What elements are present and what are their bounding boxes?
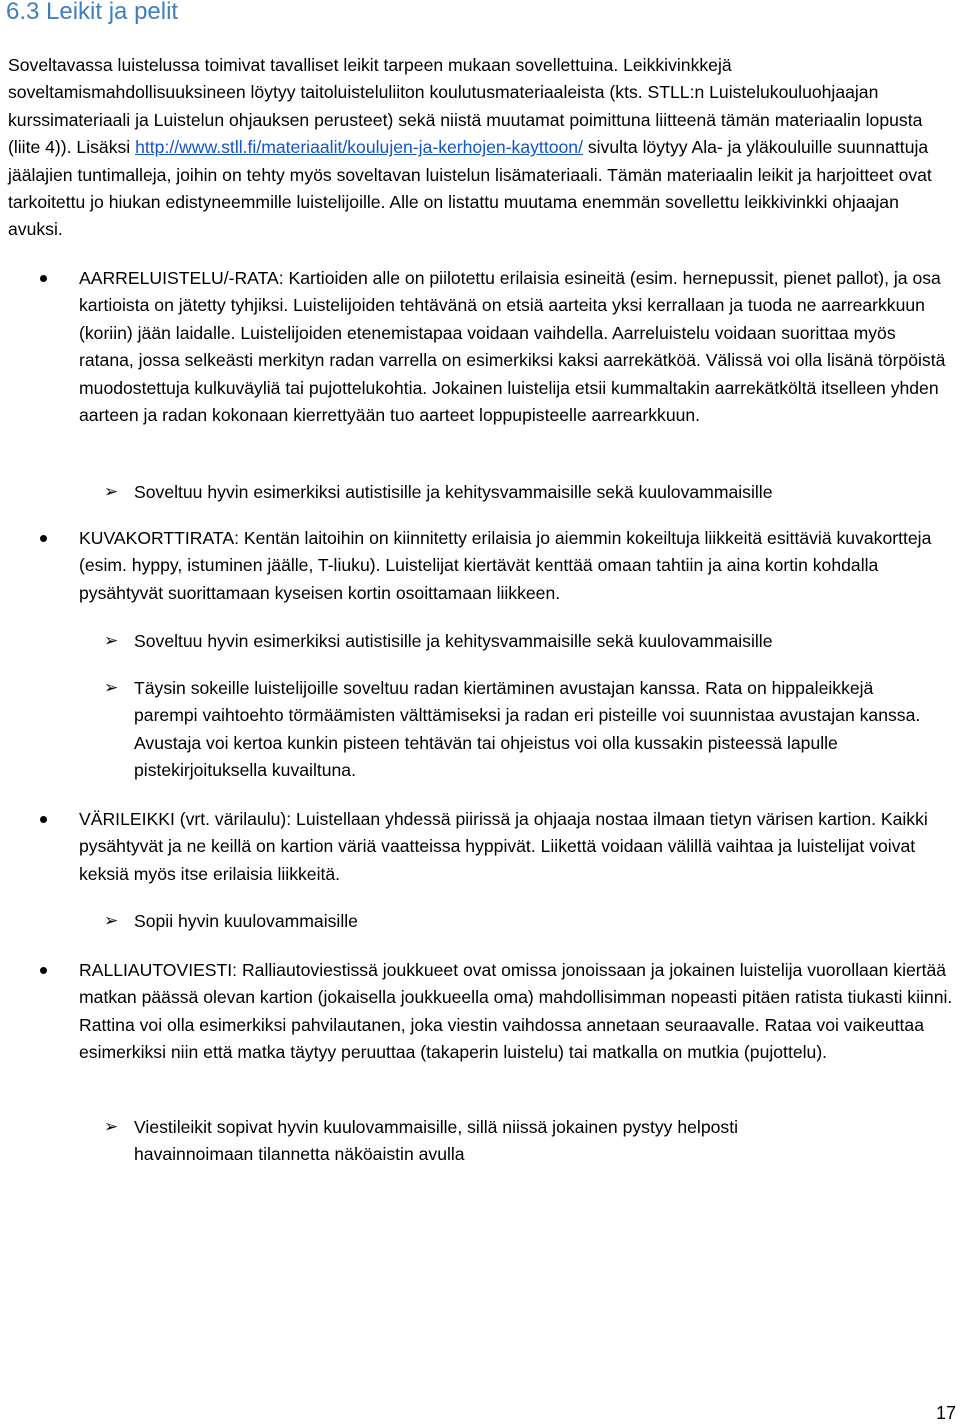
bullet-icon — [40, 967, 47, 974]
arrowhead-icon: ➢ — [104, 1117, 119, 1137]
bullet-icon — [40, 275, 47, 282]
intro-paragraph — [8, 52, 953, 244]
arrowhead-icon: ➢ — [104, 482, 119, 502]
note-text: Viestileikit sopivat hyvin kuulovammaisille, sillä niissä jokainen pystyy helposti havainnoimaan tilannetta näköaistin avulla — [134, 1117, 738, 1165]
note-text: Soveltuu hyvin esimerkiksi autistisille ja kehitysvammaisille sekä kuulovammaisille — [134, 631, 773, 651]
bullet-icon — [40, 816, 47, 823]
arrowhead-icon: ➢ — [104, 678, 119, 698]
note-text: Sopii hyvin kuulovammaisille — [134, 911, 358, 931]
arrowhead-icon: ➢ — [104, 911, 119, 931]
page-number: 17 — [935, 1403, 956, 1423]
section-heading: 6.3 Leikit ja pelit — [6, 0, 179, 25]
intro-text-after-link: sivulta löytyy Ala- ja yläkouluille suunnattuja jäälajien tuntimalleja, joihin on tehty myös soveltavan luistelun lisämateriaali. Tämän materiaalin leikit ja harjoitteet ovat tarkoitettu jo hiukan edistyneemmille luistelijoille. Alle on listattu muutama enemmän sovellettu leikkivinkki ohjaajan avuksi. — [8, 137, 932, 240]
list-item-text: AARRELUISTELU/-RATA: Kartioiden alle on piilotettu erilaisia esineitä (esim. hernepussit, pienet pallot), ja osa kartioista on jätetty tyhjiksi. Luistelijoiden tehtävänä on etsiä aarteita yksi kerrallaan ja tuoda ne aarrearkkuun (koriin) jään laidalle. Luistelijoiden etenemistapaa voidaan vaihdella. Aarreluistelu voidaan suorittaa myös ratana, jossa selkeästi merkityn radan varrella on esimerkiksi kaksi aarrekätköä. Välissä voi olla lisänä törpöistä muodostettuja kulkuväyliä tai pujottelukohtia. Jokainen luistelija etsii kummaltakin aarrekätköltä itselleen yhden aarteen ja radan kokonaan kierrettyään tuo aarteet loppupisteelle aarrearkkuun. — [79, 268, 946, 426]
list-item-text: RALLIAUTOVIESTI: Ralliautoviestissä joukkueet ovat omissa jonoissaan ja jokainen luistelija vuorollaan kiertää matkan päässä olevan kartion (jokaisella joukkueella oma) mahdollisimman nopeasti pitäen ratista tiukasti kiinni. Rattina voi olla esimerkiksi pahvilautanen, joka viestin vaihdossa annetaan seuraavalle. Rataa voi vaikeuttaa esimerkiksi niin että matka täytyy peruuttaa (takaperin luistelu) tai matkalla on mutkia (pujottelu). — [79, 960, 953, 1063]
arrowhead-icon: ➢ — [104, 631, 119, 651]
list-item-text: VÄRILEIKKI (vrt. värilaulu): Luistellaan yhdessä piirissä ja ohjaaja nostaa ilmaan tietyn värisen kartion. Kaikki pysähtyvät ja ne keillä on kartion väriä vaatteissa hyppivät. Liikettä voidaan välillä vaihtaa ja luistelijat voivat keksiä myös itse erilaisia liikkeitä. — [79, 809, 928, 884]
list-item-text: KUVAKORTTIRATA: Kentän laitoihin on kiinnitetty erilaisia jo aiemmin kokeiltuja liikkeitä esittäviä kuvakortteja (esim. hyppy, istuminen jäälle, T-liuku). Luistelijat kiertävät kenttää omaan tahtiin ja aina kortin kohdalla pysähtyvät suorittamaan kyseisen kortin osoittamaan liikkeen. — [79, 528, 932, 603]
intro-text-before-link: Soveltavassa luistelussa toimivat tavalliset leikit tarpeen mukaan sovellettuina. Leikkivinkkejä soveltamismahdollisuuksineen löytyy taitoluisteluliiton koulutusmateriaaleista (kts. STLL:n Luistelukouluohjaajan kurssimateriaali ja Luistelun ohjauksen perusteet) sekä niistä muutamat poimittuna liitteenä tämän materiaalin lopusta (liite 4)). Lisäksi — [8, 55, 923, 158]
note-text: Soveltuu hyvin esimerkiksi autistisille ja kehitysvammaisille sekä kuulovammaisille — [134, 482, 773, 502]
stll-materials-link[interactable]: http://www.stll.fi/materiaalit/koulujen-ja-kerhojen-kayttoon/ — [135, 137, 583, 158]
note-text: Täysin sokeille luistelijoille soveltuu radan kiertäminen avustajan kanssa. Rata on hippaleikkejä parempi vaihtoehto törmäämisten välttämiseksi ja radan eri pisteille voi suunnistaa avustajan kanssa. Avustaja voi kertoa kunkin pisteen tehtävän tai ohjeistus voi olla kussakin pisteessä lapulle pistekirjoituksella kuvailtuna. — [134, 678, 921, 781]
bullet-icon — [40, 535, 47, 542]
